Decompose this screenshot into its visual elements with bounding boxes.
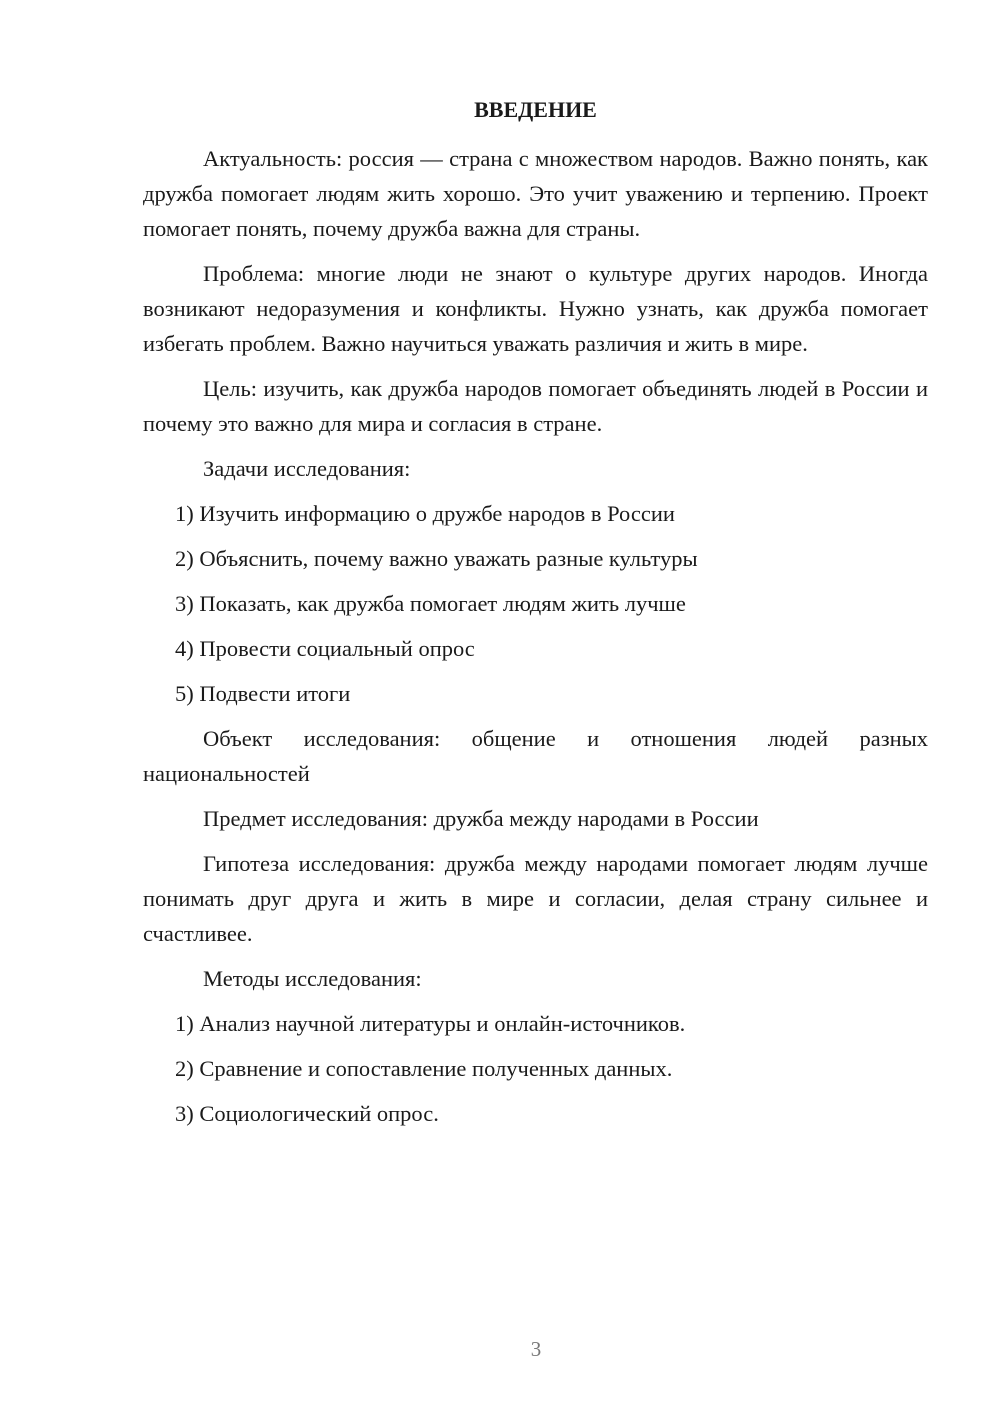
problem-paragraph: Проблема: многие люди не знают о культуре других народов. Иногда возникают недоразумения и конфликты. Нужно узнать, как дружба помогает избегать проблем. Важно научиться уважать различия и жить в мире. <box>143 261 928 356</box>
page-number: 3 <box>530 1337 542 1361</box>
task-item: 2) Объяснить, почему важно уважать разные культуры <box>175 546 698 571</box>
methods-list <box>143 1006 928 1131</box>
methods-heading: Методы исследования: <box>203 966 422 991</box>
page-content <box>143 92 928 1141</box>
task-item: 5) Подвести итоги <box>175 681 351 706</box>
task-item: 3) Показать, как дружба помогает людям жить лучше <box>175 591 686 616</box>
method-item: 3) Социологический опрос. <box>175 1101 439 1126</box>
relevance-paragraph: Актуальность: россия — страна с множеством народов. Важно понять, как дружба помогает людям жить хорошо. Это учит уважению и терпению. Проект помогает понять, почему дружба важна для страны. <box>143 146 928 241</box>
goal-paragraph: Цель: изучить, как дружба народов помогает объединять людей в России и почему это важно для мира и согласия в стране. <box>143 376 928 436</box>
tasks-list <box>143 496 928 711</box>
method-item: 2) Сравнение и сопоставление полученных данных. <box>175 1056 673 1081</box>
hypothesis-paragraph: Гипотеза исследования: дружба между народами помогает людям лучше понимать друг друга и жить в мире и согласии, делая страну сильнее и счастливее. <box>143 851 928 946</box>
method-item: 1) Анализ научной литературы и онлайн-источников. <box>175 1011 686 1036</box>
subject-paragraph: Предмет исследования: дружба между народами в России <box>203 806 759 831</box>
object-paragraph: Объект исследования: общение и отношения людей разных национальностей <box>143 726 928 786</box>
tasks-heading: Задачи исследования: <box>203 456 411 481</box>
task-item: 1) Изучить информацию о дружбе народов в России <box>175 501 675 526</box>
task-item: 4) Провести социальный опрос <box>175 636 475 661</box>
section-title: ВВЕДЕНИЕ <box>474 97 597 122</box>
